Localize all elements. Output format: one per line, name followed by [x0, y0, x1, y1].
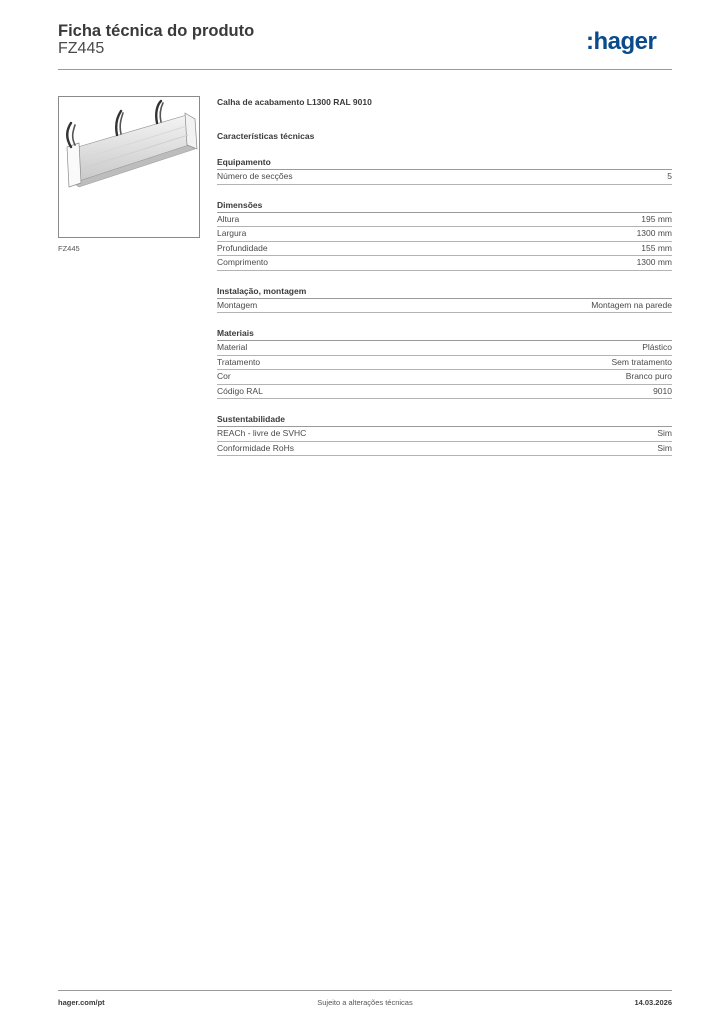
spec-value: Sem tratamento: [611, 356, 672, 367]
section-title: Características técnicas: [217, 131, 315, 141]
spec-key: Comprimento: [217, 257, 269, 267]
logo-text: :hager: [586, 28, 657, 54]
product-code: FZ445: [58, 40, 105, 57]
spec-row: [217, 385, 672, 400]
document-title: Ficha técnica do produto: [58, 22, 255, 40]
spec-row: [217, 213, 672, 228]
spec-key: Conformidade RoHs: [217, 442, 295, 453]
spec-key: Tratamento: [217, 356, 261, 367]
spec-key: Profundidade: [217, 242, 268, 253]
spec-row: [217, 227, 672, 242]
spec-value: Sim: [657, 442, 672, 453]
spec-group-title: Materiais: [217, 327, 672, 341]
footer-divider: [58, 990, 672, 991]
spec-group-title: Sustentabilidade: [217, 413, 672, 427]
spec-group-title: Dimensões: [217, 199, 672, 213]
product-name: Calha de acabamento L1300 RAL 9010: [217, 97, 372, 107]
spec-key: Montagem: [217, 299, 258, 310]
spec-value: 155 mm: [641, 242, 672, 253]
spec-value: Sim: [657, 428, 672, 438]
spec-value: 195 mm: [641, 213, 672, 224]
product-details: [217, 96, 672, 456]
spec-value: 9010: [653, 385, 672, 396]
hager-logo: [586, 28, 672, 54]
cable-trunking-product-illustration: [59, 97, 199, 237]
footer-date: 14.03.2026: [634, 998, 672, 1007]
spec-key: Altura: [217, 213, 240, 224]
spec-key: Material: [217, 342, 248, 352]
spec-group-title: Instalação, montagem: [217, 285, 672, 299]
spec-value: Plástico: [642, 342, 672, 352]
image-caption: FZ445: [58, 244, 80, 253]
spec-row: [217, 242, 672, 257]
product-image: [58, 96, 200, 238]
spec-value: 5: [667, 171, 672, 181]
spec-group-materiais: [217, 327, 672, 399]
spec-key: REACh - livre de SVHC: [217, 428, 307, 438]
spec-value: 1300 mm: [636, 228, 672, 238]
spec-value: Branco puro: [625, 371, 672, 381]
spec-key: Número de secções: [217, 171, 293, 181]
page-header: [58, 20, 672, 70]
spec-row: [217, 256, 672, 271]
spec-row: [217, 427, 672, 442]
footer-website-link[interactable]: hager.com/pt: [58, 998, 105, 1007]
spec-key: Código RAL: [217, 385, 263, 396]
spec-row: [217, 442, 672, 457]
spec-group-title: Equipamento: [217, 156, 672, 170]
header-divider: [58, 69, 672, 70]
spec-key: Cor: [217, 371, 231, 381]
spec-group-equipamento: [217, 156, 672, 185]
spec-row: [217, 341, 672, 356]
spec-row: [217, 370, 672, 385]
spec-group-sustentabilidade: [217, 413, 672, 456]
spec-row: [217, 170, 672, 185]
spec-key: Largura: [217, 228, 247, 238]
spec-row: [217, 356, 672, 371]
footer-note: Sujeito a alterações técnicas: [317, 998, 413, 1007]
spec-group-instalacao: [217, 285, 672, 314]
spec-group-dimensoes: [217, 199, 672, 271]
spec-value: 1300 mm: [636, 257, 672, 267]
spec-value: Montagem na parede: [591, 299, 672, 310]
spec-row: [217, 299, 672, 314]
